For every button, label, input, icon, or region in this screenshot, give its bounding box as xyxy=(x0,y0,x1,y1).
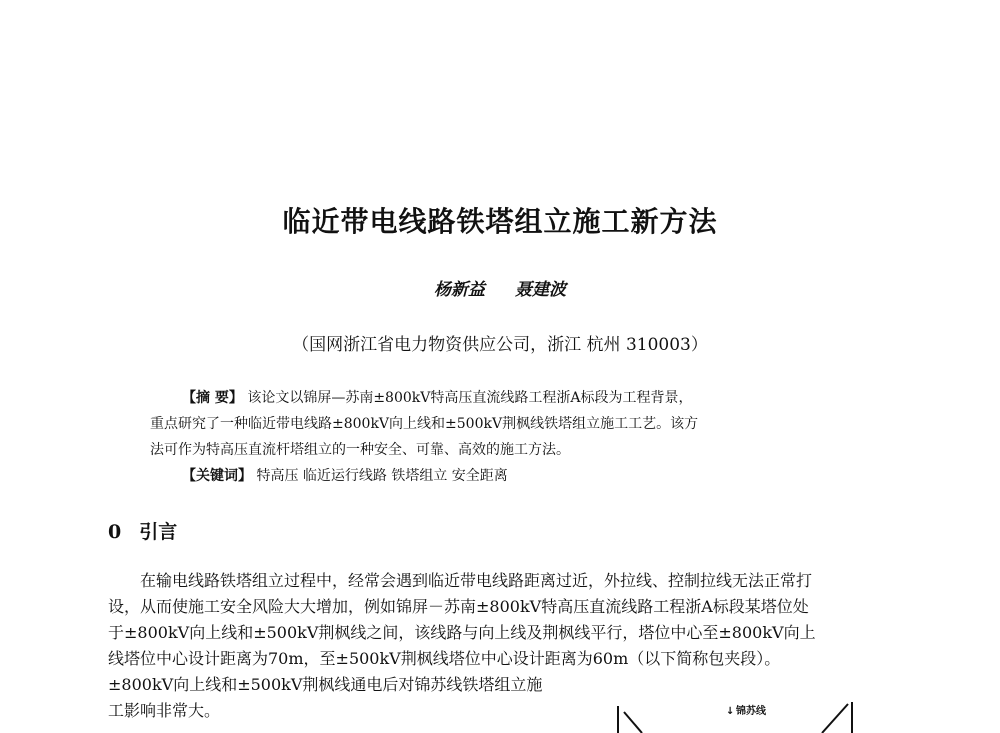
figure-tower-brace-right xyxy=(822,704,848,733)
abstract-block xyxy=(150,385,858,489)
keywords-label: 【关键词】 xyxy=(182,468,252,484)
section-number: 0 xyxy=(108,521,122,543)
paper-title: 临近带电线路铁塔组立施工新方法 xyxy=(282,205,718,238)
abstract-line: 法可作为特高压直流杆塔组立的一种安全、可靠、高效的施工方法。 xyxy=(150,442,570,458)
body-line: 在输电线路铁塔组立过程中，经常会遇到临近带电线路距离过近，外拉线、控制拉线无法正常打 xyxy=(140,571,813,590)
body-line: ±800kV向上线和±500kV荆枫线通电后对锦苏线铁塔组立施 xyxy=(108,675,543,694)
section-heading xyxy=(108,517,177,544)
body-line: 于±800kV向上线和±500kV荆枫线之间，该线路与向上线及荆枫线平行，塔位中心至±800kV向上 xyxy=(108,623,816,642)
body-line: 线塔位中心设计距离为70m，至±500kV荆枫线塔位中心设计距离为60m（以下简称包夹段）。 xyxy=(108,649,781,668)
section-title: 引言 xyxy=(139,521,178,543)
author-1: 杨新益 xyxy=(434,280,486,300)
figure-tower-brace-left xyxy=(624,712,642,733)
affiliation: （国网浙江省电力物资供应公司，浙江 杭州 310003） xyxy=(292,335,708,355)
author-2: 聂建波 xyxy=(514,280,566,300)
body-line: 工影响非常大。 xyxy=(108,701,221,720)
body-line: 设，从而使施工安全风险大大增加，例如锦屏－苏南±800kV特高压直流线路工程浙A标段某塔位处 xyxy=(108,597,809,616)
abstract-label: 【摘 要】 xyxy=(182,390,243,406)
abstract-text: 该论文以锦屏—苏南±800kV特高压直流线路工程浙A标段为工程背景， xyxy=(247,390,693,406)
figure-label: 锦苏线 xyxy=(736,706,766,717)
author-list xyxy=(0,275,1000,300)
tower-figure xyxy=(600,700,860,733)
keywords-text: 特高压 临近运行线路 铁塔组立 安全距离 xyxy=(256,468,508,484)
figure-arrow-icon: ↓ xyxy=(726,706,735,717)
keywords-line xyxy=(150,463,858,489)
abstract-line: 重点研究了一种临近带电线路±800kV向上线和±500kV荆枫线铁塔组立施工工艺。该方 xyxy=(150,416,699,432)
abstract-line xyxy=(150,385,858,411)
